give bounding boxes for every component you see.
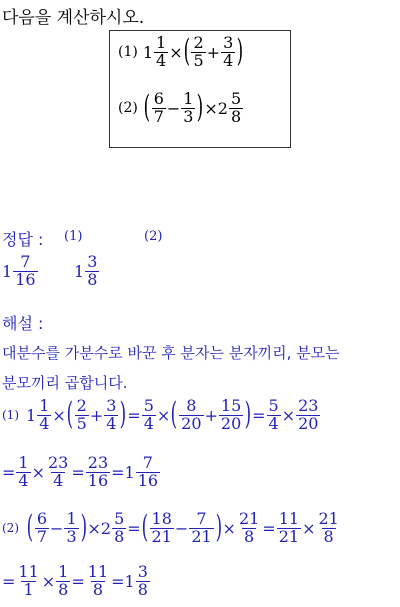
numerator: 5 [114,509,125,528]
times-sign: × [31,462,45,482]
times-sign: × [87,518,101,538]
minus-sign: − [166,98,181,118]
numerator: 7 [20,252,31,271]
equals-sign: = [127,518,141,538]
numerator: 6 [36,509,48,528]
fraction [136,564,150,599]
fraction [237,511,261,546]
numerator: 1 [183,89,194,108]
answer-2-label: (2) [144,229,163,244]
denominator: 8 [87,269,98,289]
denominator: 7 [153,106,164,126]
fraction [221,35,235,70]
denominator: 20 [220,413,242,433]
denominator: 4 [223,50,234,70]
answer-1-label: (1) [64,229,83,244]
denominator: 8 [244,526,255,546]
whole: 1 [124,571,135,591]
paren-open: ( [66,397,73,433]
times-sign: × [156,405,171,425]
numerator: 1 [39,396,50,415]
denominator: 8 [58,579,69,599]
answer-1-value [2,254,39,289]
denominator: 8 [323,526,334,546]
problem-2 [118,91,244,126]
denominator: 4 [39,413,50,433]
minus-sign: − [50,518,64,538]
numerator: 2 [193,33,204,52]
numerator: 6 [153,89,164,108]
fraction [154,35,168,70]
answer-label: 정답 : [2,230,44,249]
paren-close: ) [197,90,204,126]
denominator: 21 [278,526,300,546]
solution-step-2 [2,511,342,546]
numerator: 18 [151,509,172,528]
fraction [219,398,243,433]
numerator: 3 [223,33,234,52]
denominator: 20 [181,413,202,433]
denominator: 16 [137,470,159,490]
numerator: 11 [87,562,109,581]
problem-box [109,30,291,148]
equals-sign: = [71,571,85,591]
denominator: 5 [193,50,204,70]
numerator: 21 [318,509,339,528]
problem-1-label: (1) [118,44,138,61]
whole: 1 [2,261,13,281]
answer-2-value [74,254,100,289]
equals-sign: = [2,571,16,591]
fraction [277,511,301,546]
fraction [46,455,70,490]
numerator: 23 [48,453,69,472]
equals-sign: = [71,462,85,482]
fraction [229,91,243,126]
whole: 1 [142,42,154,62]
paren-open: ( [141,510,148,546]
denominator: 1 [23,579,34,599]
numerator: 5 [143,396,154,415]
numerator: 7 [196,509,207,528]
numerator: 1 [18,453,29,472]
plus-sign: + [206,42,221,62]
paren-close: ) [120,397,127,433]
whole: 1 [74,261,85,281]
fraction [112,511,126,546]
numerator: 21 [238,509,260,528]
paren-close: ) [244,397,252,433]
denominator: 21 [151,526,172,546]
fraction [85,254,99,289]
denominator: 4 [268,413,279,433]
whole: 2 [100,518,112,538]
denominator: 3 [183,106,194,126]
page-title: 다음을 계산하시오. [2,8,145,28]
fraction [35,511,49,546]
denominator: 5 [76,413,87,433]
denominator: 4 [18,470,29,490]
fraction [267,398,281,433]
numerator: 11 [278,509,300,528]
minus-sign: − [174,518,189,538]
equals-sign: = [111,462,125,482]
numerator: 2 [76,396,87,415]
times-sign: × [302,518,316,538]
fraction [316,511,340,546]
denominator: 8 [92,579,104,599]
paren-open: ( [26,510,34,546]
times-sign: × [52,405,66,425]
denominator: 4 [53,470,64,490]
denominator: 8 [114,526,125,546]
plus-sign: + [204,405,218,425]
denominator: 4 [106,413,117,433]
problem-1 [118,35,244,70]
numerator: 1 [156,33,167,52]
numerator: 23 [298,396,319,415]
numerator: 5 [268,396,279,415]
times-sign: × [281,405,296,425]
times-sign: × [41,571,56,591]
fraction [179,398,203,433]
fraction [56,564,70,599]
equals-sign: = [111,571,125,591]
paren-close: ) [80,510,87,546]
fraction [104,398,118,433]
equals-sign: = [262,518,276,538]
fraction [152,91,166,126]
paren-close: ) [236,34,244,70]
denominator: 16 [87,470,109,490]
paren-open: ( [143,90,151,126]
denominator: 4 [156,50,167,70]
fraction [75,398,89,433]
numerator: 8 [186,396,197,415]
equals-sign: = [252,405,266,425]
numerator: 1 [58,562,69,581]
explanation-text-1: 대분수를 가분수로 바꾼 후 분자는 분자끼리, 분모는 [2,344,340,362]
fraction [16,564,40,599]
fraction [64,511,78,546]
fraction [37,398,51,433]
numerator: 11 [18,562,39,581]
numerator: 5 [230,89,242,108]
explanation-label: 해설 : [2,314,44,333]
equals-sign: = [2,462,16,482]
fraction [142,398,156,433]
numerator: 3 [137,562,148,581]
denominator: 8 [230,106,242,126]
fraction [86,564,110,599]
fraction [150,511,174,546]
fraction [13,254,37,289]
explanation-text-2: 분모끼리 곱합니다. [2,374,128,392]
plus-sign: + [89,405,104,425]
times-sign: × [222,518,236,538]
times-sign: × [204,98,218,118]
numerator: 7 [142,453,153,472]
fraction [16,455,30,490]
problem-2-label: (2) [118,100,138,117]
solution-step-2-continued [2,564,151,599]
whole: 1 [124,462,135,482]
fraction [86,455,110,490]
paren-close: ) [215,510,222,546]
fraction [296,398,320,433]
fraction [189,511,213,546]
numerator: 3 [87,252,98,271]
whole: 2 [217,98,228,118]
equals-sign: = [127,405,141,425]
numerator: 23 [87,453,109,472]
numerator: 3 [106,396,117,415]
paren-open: ( [170,397,178,433]
paren-open: ( [183,34,190,70]
solution-step-1-continued [2,455,161,490]
whole: 1 [26,405,37,425]
solution-step-1 [2,398,321,433]
denominator: 8 [137,579,148,599]
fraction [136,455,160,490]
denominator: 20 [298,413,319,433]
denominator: 21 [191,526,212,546]
step-2-label: (2) [2,521,19,536]
denominator: 16 [15,269,36,289]
step-1-label: (1) [2,408,19,423]
fraction [181,91,195,126]
denominator: 7 [36,526,48,546]
denominator: 3 [66,526,77,546]
denominator: 4 [143,413,154,433]
fraction [191,35,205,70]
times-sign: × [169,42,183,62]
numerator: 15 [220,396,242,415]
numerator: 1 [66,509,77,528]
